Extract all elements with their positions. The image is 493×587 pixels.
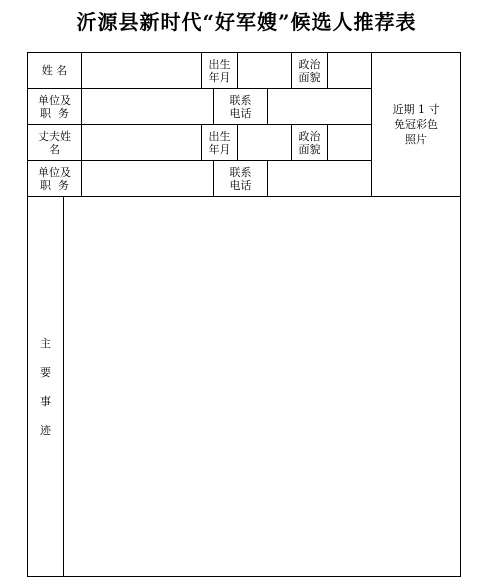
- husband-unit-label: 单位及 职 务: [38, 165, 71, 192]
- husband-political-value: [328, 125, 371, 160]
- deeds-value: [64, 197, 460, 576]
- birth-label: 出生 年月: [208, 57, 231, 84]
- birth-value: [238, 53, 291, 88]
- phone-field[interactable]: [268, 89, 372, 125]
- form-title: 沂源县新时代“好军嫂”候选人推荐表: [76, 10, 417, 34]
- husband-unit-value: [82, 161, 213, 196]
- deeds-char-4: 迹: [40, 423, 51, 437]
- phone-label-cell: [214, 89, 268, 125]
- name-field[interactable]: [82, 53, 202, 89]
- name-label-cell: [28, 53, 82, 89]
- name-value: [82, 53, 201, 88]
- husband-political-label-cell: [292, 125, 328, 161]
- deeds-char-1: 主: [40, 336, 51, 350]
- unit-field[interactable]: [82, 89, 214, 125]
- husband-birth-label: 出生 年月: [208, 129, 231, 156]
- husband-birth-field[interactable]: [238, 125, 292, 161]
- name-label: 姓 名: [41, 64, 68, 77]
- birth-label-cell: [202, 53, 238, 89]
- husband-birth-value: [238, 125, 291, 160]
- recommendation-form: [27, 52, 461, 577]
- husband-phone-label-cell: [214, 161, 268, 197]
- husband-phone-field[interactable]: [268, 161, 372, 197]
- deeds-field[interactable]: [64, 197, 460, 576]
- husband-birth-label-cell: [202, 125, 238, 161]
- deeds-label-cell: [28, 197, 64, 576]
- political-value: [328, 53, 371, 88]
- deeds-char-3: 事: [40, 394, 51, 408]
- photo-box[interactable]: [372, 53, 460, 197]
- husband-name-value: [82, 125, 201, 160]
- husband-phone-value: [268, 161, 371, 196]
- husband-name-label: 丈夫姓 名: [38, 129, 71, 156]
- husband-phone-label: 联系 电话: [229, 165, 252, 192]
- political-label-cell: [292, 53, 328, 89]
- birth-field[interactable]: [238, 53, 292, 89]
- political-label: 政治 面貌: [298, 57, 321, 84]
- phone-value: [268, 89, 371, 124]
- unit-label: 单位及 职 务: [38, 93, 71, 120]
- unit-value: [82, 89, 213, 124]
- husband-political-label: 政治 面貌: [298, 129, 321, 156]
- husband-name-field[interactable]: [82, 125, 202, 161]
- political-field[interactable]: [328, 53, 372, 89]
- husband-name-label-cell: [28, 125, 82, 161]
- phone-label: 联系 电话: [229, 93, 252, 120]
- deeds-char-2: 要: [40, 365, 51, 379]
- photo-label: 近期 1 寸 免冠彩色 照片: [392, 103, 440, 146]
- husband-unit-label-cell: [28, 161, 82, 197]
- husband-unit-field[interactable]: [82, 161, 214, 197]
- husband-political-field[interactable]: [328, 125, 372, 161]
- unit-label-cell: [28, 89, 82, 125]
